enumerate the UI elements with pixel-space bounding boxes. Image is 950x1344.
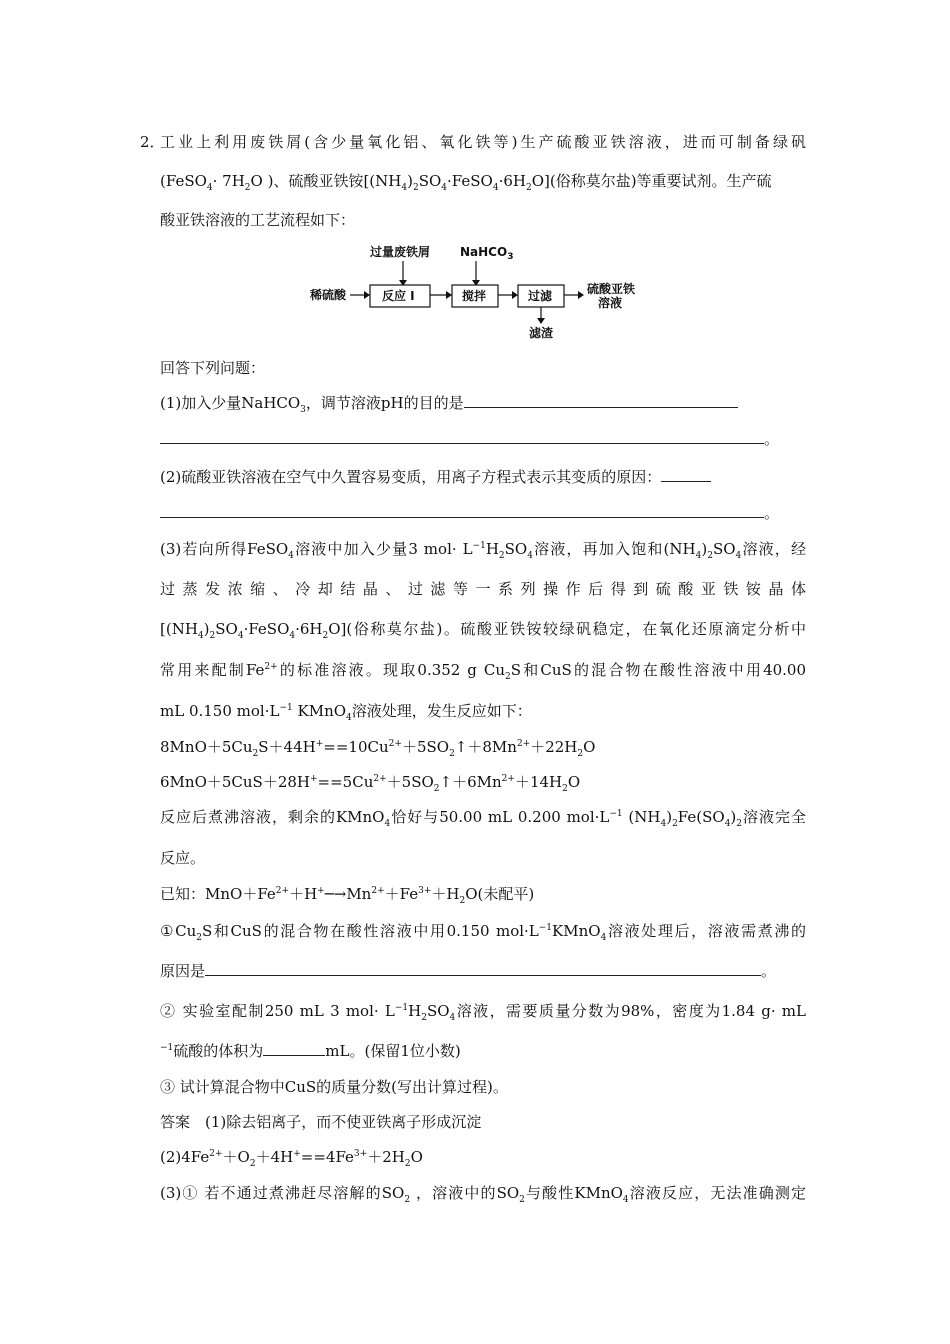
arrowhead-filter-to-residue (537, 318, 545, 324)
q3-line-5: mL 0.150 $mol\cdot L^{-1}$ KMnO$_4$溶液处理，发生反应如下： (160, 702, 532, 723)
q3-line-1: (3)若向所得FeSO$_4$溶液中加入少量3 $mol\cdot L^{-1}H_2SO_4$溶液，再加入饱和$(NH_4)_2SO_4$溶液，经 (160, 540, 806, 561)
diagram-output-residue: 滤渣 (529, 326, 554, 340)
question-number: 2． (140, 133, 165, 151)
subq2-line-1: ② 实验室配制250 mL 3 $mol\cdot L^{-1}H_2SO_4$溶液，需要质量分数为98%，密度为1.84 g· mL (160, 1002, 806, 1023)
diagram-output-solution: 溶液 (598, 296, 623, 310)
q1-text: (1)加入少量NaHCO$_3$，调节溶液pH的目的是 (160, 392, 738, 413)
box-reaction-1-label: 反应 I (382, 289, 415, 303)
arrowhead-filter-to-output (578, 291, 584, 299)
diagram-input-iron-scrap: 过量废铁屑 (370, 245, 431, 259)
question-intro-line-3: 酸亚铁溶液的工艺流程如下： (160, 211, 356, 229)
q3-line-3: $[(NH_4)_2SO_4\cdot FeSO_4\cdot 6H_2O]$(俗称莫尔盐)。硫酸亚铁铵较绿矾稳定，在氧化还原滴定分析中 (160, 620, 806, 641)
q3-line-6: 反应后煮沸溶液，剩余的KMnO$_4$恰好与50.00 mL 0.200 $mol\cdot L^{-1}$ $(NH_4)_2Fe(SO_4)_2$溶液完全 (160, 808, 806, 829)
answer-1: 答案 (1)除去铝离子，而不使亚铁离子形成沉淀 (160, 1113, 482, 1131)
box-stir-label: 搅拌 (462, 289, 487, 303)
diagram-input-dilute-acid: 稀硫酸 (310, 288, 347, 302)
q1-answer-blank-1[interactable] (464, 393, 738, 408)
q2-line-2: 。 (160, 502, 779, 523)
q3-line-2: 过蒸发浓缩、冷却结晶、过滤等一系列操作后得到硫酸亚铁铵晶体 (160, 580, 806, 598)
question-intro-line-2: (FeSO$_4$· $7H_2O$ )、硫酸亚铁铵$[(NH_4)_2SO_4\cdot FeSO_4\cdot 6H_2O]$(俗称莫尔盐)等重要试剂。生产硫 (160, 172, 772, 193)
subq1-line-2: 原因是 。 (160, 962, 777, 980)
arrowhead-reaction-to-stir (446, 291, 452, 299)
q1-line-2: 。 (160, 428, 779, 449)
q2-answer-blank-2[interactable] (160, 503, 764, 518)
answer-3: (3)① 若不通过煮沸赶尽溶解的$SO_2$ ，溶液中的$SO_2$与酸性KMnO$_4$溶液反应，无法准确测定 (160, 1184, 807, 1205)
subq2-line-2: $^{-1}$硫酸的体积为 mL。(保留1位小数) (160, 1042, 461, 1060)
diagram-input-nahco3: NaHCO$_3$ (460, 245, 514, 262)
answer-2: $(2)4Fe^{2+}+O_2+4H^+==4Fe^{3+}+2H_2O$ (160, 1148, 423, 1169)
q1-answer-blank-2[interactable] (160, 429, 764, 444)
process-flow-diagram (300, 240, 660, 340)
arrowhead-stir-to-filter (512, 291, 518, 299)
box-filter-label: 过滤 (528, 289, 553, 303)
subq1-line-1: $①Cu_2S$和CuS的混合物在酸性溶液中用0.150 $mol\cdot L^{-1}KMnO_4$溶液处理后，溶液需煮沸的 (160, 922, 806, 943)
question-intro-line-1: 工业上利用废铁屑(含少量氧化铝、氧化铁等)生产硫酸亚铁溶液，进而可制备绿矾 (160, 133, 806, 151)
q3-line-7: 反应。 (160, 849, 206, 867)
subq1-answer-blank[interactable] (205, 961, 761, 976)
equation-1: $8MnO+5Cu_2S+44H^+==10Cu^{2+}+5SO_2↑+8Mn^{2+}+22H_2O$ (160, 738, 596, 759)
arrowhead-acid (364, 291, 370, 299)
equation-2: $6MnO+5CuS+28H^+==5Cu^{2+}+5SO_2↑+6Mn^{2+}+14H_2O$ (160, 773, 581, 794)
q3-line-4: 常用来配制$Fe^{2+}$的标准溶液。现取0.352 g $Cu_2S$和CuS的混合物在酸性溶液中用40.00 (160, 661, 807, 682)
subq2-answer-blank[interactable] (263, 1041, 325, 1056)
q2-answer-blank-1[interactable] (661, 467, 711, 482)
diagram-output-ferrous-sulfate: 硫酸亚铁 (587, 282, 636, 296)
q2-text: (2)硫酸亚铁溶液在空气中久置容易变质，用离子方程式表示其变质的原因： (160, 466, 711, 487)
known-equation: 已知：$MnO+Fe^{2+}+H^+─\to Mn^{2+}+Fe^{3+}+H_2O$(未配平) (160, 885, 535, 906)
prompt-text: 回答下列问题： (160, 359, 266, 377)
subq3-text: ③ 试计算混合物中CuS的质量分数(写出计算过程)。 (160, 1078, 508, 1096)
